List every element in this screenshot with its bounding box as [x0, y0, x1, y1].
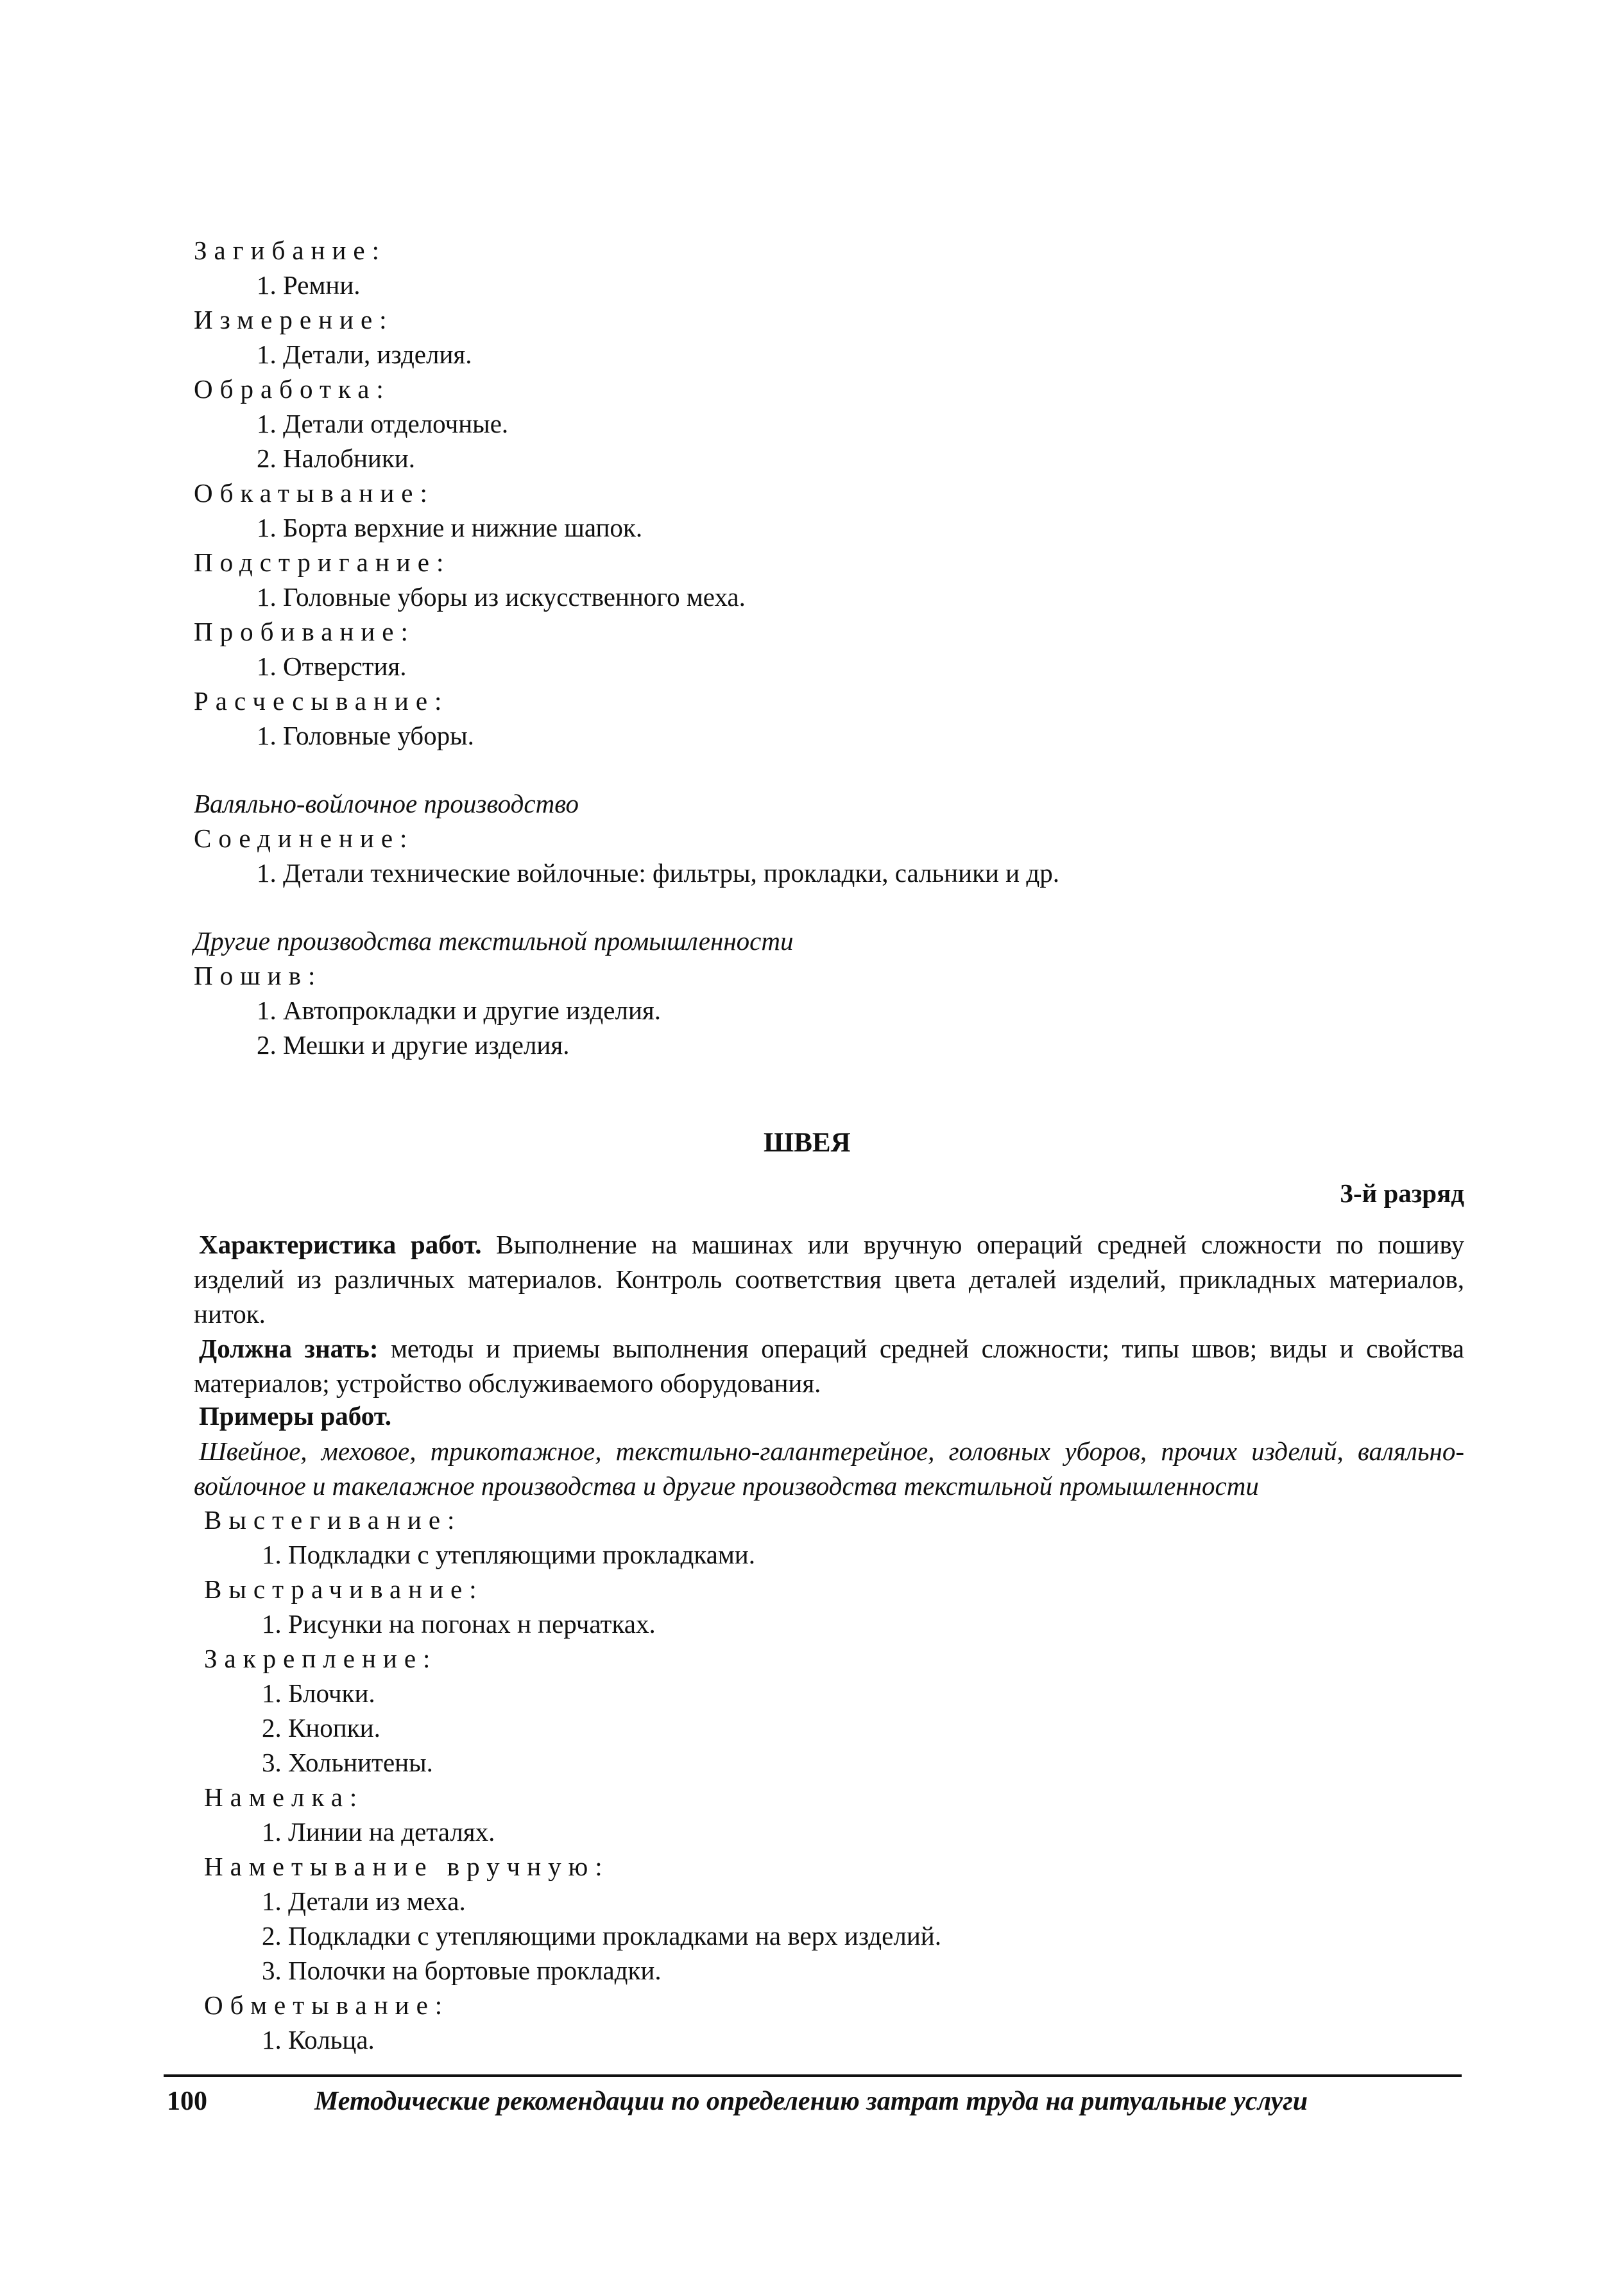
- list-item: 1. Линии на деталях.: [262, 1817, 495, 1847]
- production-subtitle: Валяльно-войлочное производство: [194, 789, 579, 818]
- section-heading: Выстрачивание:: [204, 1574, 484, 1604]
- list-item: 1. Головные уборы из искусственного меха.: [257, 582, 746, 612]
- list-item: 2. Кнопки.: [262, 1713, 380, 1743]
- list-item: 2. Подкладки с утепляющими прокладками на верх изделий.: [262, 1921, 941, 1951]
- section-heading: Соединение:: [194, 823, 415, 853]
- section-heading: Наметывание вручную:: [204, 1852, 610, 1881]
- production-subtitle: Другие производства текстильной промышленности: [194, 926, 794, 956]
- characteristic-label: Характеристика работ.: [199, 1230, 482, 1259]
- section-heading: Выстегивание:: [204, 1505, 462, 1535]
- list-item: 1. Детали технические войлочные: фильтры, прокладки, сальники и др.: [257, 858, 1059, 888]
- list-item: 3. Хольнитены.: [262, 1748, 433, 1777]
- list-item: 1. Рисунки на погонах н перчатках.: [262, 1609, 656, 1639]
- characteristic-paragraph: [194, 1227, 1464, 1331]
- section-heading: Пошив:: [194, 961, 323, 990]
- must-know-text: методы и приемы выполнения операций средней сложности; типы швов; виды и свойства материалов; устройство обслуживаемого оборудования.: [194, 1334, 1465, 1398]
- section-heading: Пробивание:: [194, 617, 415, 646]
- page-number: 100: [167, 2087, 207, 2116]
- grade-label: 3-й разряд: [1340, 1178, 1464, 1208]
- list-item: 1. Автопрокладки и другие изделия.: [257, 995, 661, 1025]
- section-heading: Закрепление:: [204, 1644, 438, 1673]
- list-item: 1. Подкладки с утепляющими прокладками.: [262, 1540, 755, 1569]
- list-item: 1. Детали из меха.: [262, 1886, 466, 1916]
- list-item: 1. Отверстия.: [257, 651, 407, 681]
- list-item: 1. Блочки.: [262, 1678, 375, 1708]
- list-item: 1. Детали отделочные.: [257, 409, 509, 438]
- section-heading: Измерение:: [194, 305, 394, 334]
- examples-label: Примеры работ.: [199, 1401, 392, 1431]
- section-heading: Обработка:: [194, 374, 391, 404]
- list-item: 1. Головные уборы.: [257, 721, 474, 750]
- section-heading: Обметывание:: [204, 1990, 450, 2020]
- list-item: 2. Налобники.: [257, 444, 415, 473]
- section-heading: Расчесывание:: [194, 686, 449, 716]
- characteristic-text: Выполнение на машинах или вручную операций средней сложности по пошиву изделий из различных материалов. Контроль соответствия цвета деталей изделий, прикладных материалов, ниток.: [194, 1230, 1465, 1329]
- list-item: 1. Детали, изделия.: [257, 340, 472, 369]
- list-item: 2. Мешки и другие изделия.: [257, 1030, 570, 1060]
- list-item: 3. Полочки на бортовые прокладки.: [262, 1956, 662, 1985]
- section-heading: Обкатывание:: [194, 478, 434, 508]
- list-item: 1. Ремни.: [257, 270, 361, 300]
- footer-title: Методические рекомендации по определению затрат труда на ритуальные услуги: [314, 2087, 1308, 2116]
- section-heading: Загибание:: [194, 236, 387, 265]
- list-item: 1. Кольца.: [262, 2025, 375, 2054]
- must-know-paragraph: [194, 1331, 1464, 1400]
- profession-title: ШВЕЯ: [764, 1128, 851, 1158]
- footer-divider: [164, 2074, 1462, 2077]
- examples-subtitle: Швейное, меховое, трикотажное, текстильно-галантерейное, головных уборов, прочих изделий, валяльно-войлочное и такелажное производства и другие производства текстильной промышленности: [194, 1436, 1464, 1501]
- must-know-label: Должна знать:: [199, 1334, 379, 1363]
- section-heading: Намелка:: [204, 1782, 364, 1812]
- section-heading: Подстригание:: [194, 547, 451, 577]
- list-item: 1. Борта верхние и нижние шапок.: [257, 513, 643, 542]
